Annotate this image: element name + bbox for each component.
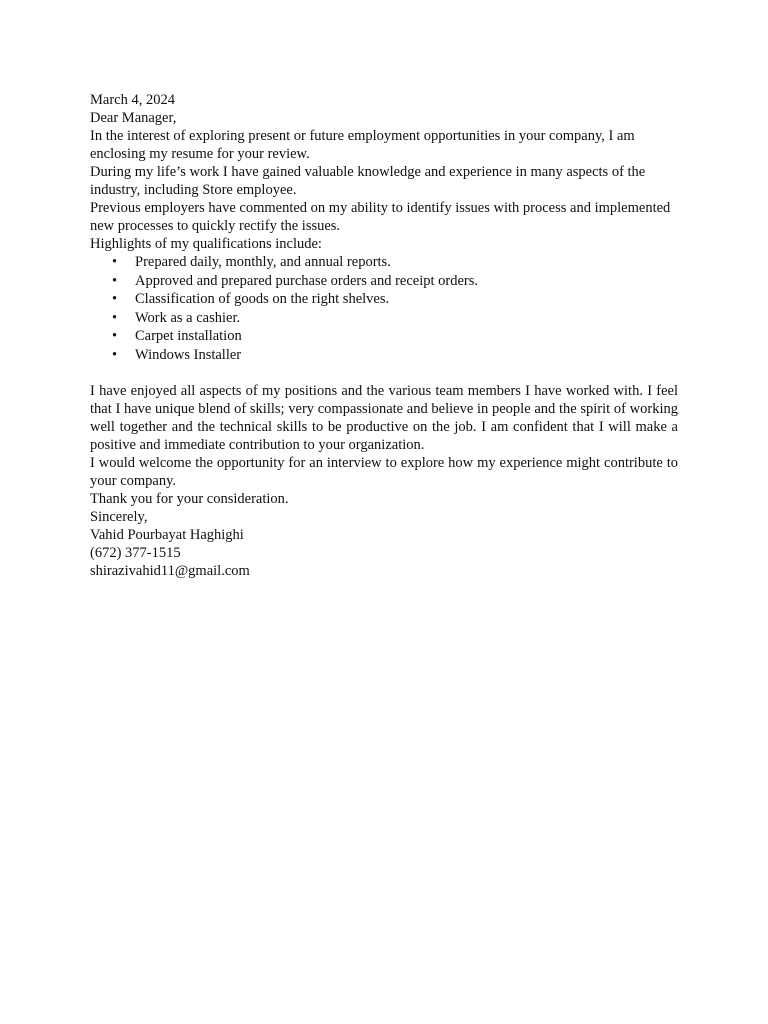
list-item xyxy=(90,290,678,309)
qualification-text: Carpet installation xyxy=(135,328,242,345)
paragraph-interview: I would welcome the opportunity for an interview to explore how my experience might contribute to your company. xyxy=(90,454,678,489)
bullet-icon: • xyxy=(112,272,118,289)
bullet-icon: • xyxy=(112,328,118,345)
qualification-text: Work as a cashier. xyxy=(135,309,241,326)
qualification-text: Approved and prepared purchase orders and receipt orders. xyxy=(135,272,479,289)
list-item xyxy=(90,327,678,346)
qualifications-list xyxy=(90,253,678,365)
qualification-text: Classification of goods on the right shelves. xyxy=(135,291,390,308)
highlights-intro: Highlights of my qualifications include: xyxy=(90,236,322,252)
letter-date: March 4, 2024 xyxy=(90,92,175,108)
bullet-icon: • xyxy=(112,291,118,308)
qualification-text: Prepared daily, monthly, and annual reports. xyxy=(135,254,391,270)
bullet-icon: • xyxy=(112,309,118,326)
list-item xyxy=(90,346,678,365)
paragraph-enjoyed-positions: I have enjoyed all aspects of my positions and the various team members I have worked with. I feel that I have unique blend of skills; very compassionate and believe in people and the spirit of working well together and the technical skills to be productive on the job. I am confident that I will make a positive and immediate contribution to your organization. xyxy=(90,382,678,453)
bullet-icon: • xyxy=(112,254,118,270)
signer-phone: (672) 377-1515 xyxy=(90,544,181,561)
signature-block xyxy=(90,526,678,580)
qualification-text: Windows Installer xyxy=(135,346,242,363)
list-item xyxy=(90,272,678,291)
letter-page xyxy=(90,91,678,580)
salutation: Dear Manager, xyxy=(90,110,177,126)
paragraph-interest: In the interest of exploring present or future employment opportunities in your company, I am enclosing my resume for your review. xyxy=(90,128,635,162)
closing: Sincerely, xyxy=(90,508,148,525)
list-item xyxy=(90,309,678,328)
thank-you-line: Thank you for your consideration. xyxy=(90,490,289,507)
signer-name: Vahid Pourbayat Haghighi xyxy=(90,526,244,543)
signer-email: shirazivahid11@gmail.com xyxy=(90,562,250,579)
list-item xyxy=(90,253,678,272)
paragraph-previous-employers: Previous employers have commented on my ability to identify issues with process and implemented new processes to quickly rectify the issues. xyxy=(90,200,671,234)
bullet-icon: • xyxy=(112,346,118,363)
paragraph-experience: During my life’s work I have gained valuable knowledge and experience in many aspects of the industry, including Store employee. xyxy=(90,164,646,198)
